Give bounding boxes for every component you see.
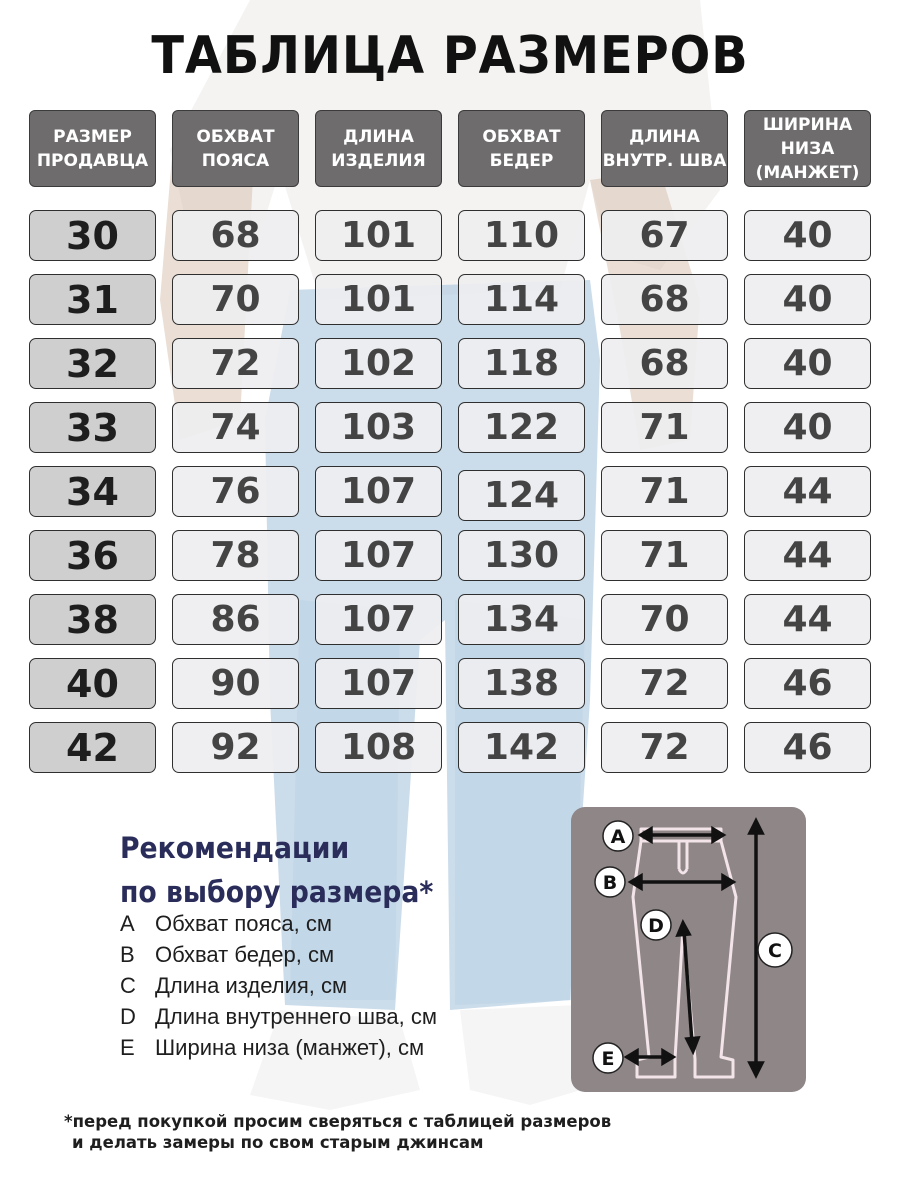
legend-item bbox=[120, 970, 437, 1001]
size-cell: 42 bbox=[29, 722, 156, 773]
legend-text: Длина изделия, см bbox=[155, 972, 348, 998]
legend-text: Обхват бедер, см bbox=[155, 941, 335, 967]
table-cell: 90 bbox=[172, 658, 299, 709]
table-cell: 86 bbox=[172, 594, 299, 645]
size-cell: 30 bbox=[29, 210, 156, 261]
table-cell: 40 bbox=[744, 338, 871, 389]
size-cell: 40 bbox=[29, 658, 156, 709]
table-cell: 124 bbox=[458, 470, 585, 521]
table-cell: 107 bbox=[315, 658, 442, 709]
table-cell: 71 bbox=[601, 466, 728, 517]
table-cell: 40 bbox=[744, 210, 871, 261]
column-header-inseam: ДЛИНА ВНУТР. ШВА bbox=[601, 110, 728, 187]
table-cell: 72 bbox=[601, 722, 728, 773]
table-cell: 107 bbox=[315, 466, 442, 517]
legend-key: D bbox=[120, 1003, 136, 1029]
table-cell: 72 bbox=[601, 658, 728, 709]
table-cell: 71 bbox=[601, 402, 728, 453]
size-cell: 32 bbox=[29, 338, 156, 389]
footnote-line-1: *перед покупкой просим сверяться с таблицей размеров bbox=[64, 1112, 612, 1131]
column-header-seller-size: РАЗМЕР ПРОДАВЦА bbox=[29, 110, 156, 187]
column-header-waist: ОБХВАТ ПОЯСА bbox=[172, 110, 299, 187]
table-cell: 118 bbox=[458, 338, 585, 389]
table-cell: 76 bbox=[172, 466, 299, 517]
trousers-measurement-diagram bbox=[571, 807, 806, 1092]
table-cell: 46 bbox=[744, 722, 871, 773]
diagram-label-c: C bbox=[768, 940, 782, 962]
size-cell: 33 bbox=[29, 402, 156, 453]
table-cell: 44 bbox=[744, 530, 871, 581]
legend-text: Ширина низа (манжет), см bbox=[155, 1034, 425, 1060]
table-cell: 122 bbox=[458, 402, 585, 453]
column-header-hips: ОБХВАТ БЕДЕР bbox=[458, 110, 585, 187]
table-cell: 71 bbox=[601, 530, 728, 581]
legend-key: E bbox=[120, 1034, 135, 1060]
recommendations-title-line-1: Рекомендации bbox=[120, 831, 350, 865]
table-cell: 68 bbox=[601, 274, 728, 325]
footnote-line-2: и делать замеры по свом старым джинсам bbox=[72, 1133, 484, 1152]
column-header-length: ДЛИНА ИЗДЕЛИЯ bbox=[315, 110, 442, 187]
diagram-label-b: B bbox=[602, 872, 618, 894]
table-cell: 134 bbox=[458, 594, 585, 645]
size-cell: 36 bbox=[29, 530, 156, 581]
diagram-label-d: D bbox=[648, 915, 664, 937]
table-cell: 44 bbox=[744, 466, 871, 517]
table-cell: 102 bbox=[315, 338, 442, 389]
recommendations-title-line-2: по выбору размера* bbox=[120, 875, 434, 909]
table-cell: 70 bbox=[601, 594, 728, 645]
table-cell: 101 bbox=[315, 210, 442, 261]
table-cell: 108 bbox=[315, 722, 442, 773]
legend-item bbox=[120, 908, 437, 939]
table-cell: 78 bbox=[172, 530, 299, 581]
table-cell: 68 bbox=[172, 210, 299, 261]
legend-text: Длина внутреннего шва, см bbox=[155, 1003, 438, 1029]
footnote bbox=[64, 1111, 611, 1153]
size-cell: 31 bbox=[29, 274, 156, 325]
table-cell: 92 bbox=[172, 722, 299, 773]
legend-text: Обхват пояса, см bbox=[155, 910, 333, 936]
legend-key: B bbox=[120, 941, 135, 967]
table-cell: 138 bbox=[458, 658, 585, 709]
table-cell: 44 bbox=[744, 594, 871, 645]
size-cell: 38 bbox=[29, 594, 156, 645]
legend-key: A bbox=[120, 910, 135, 936]
table-cell: 107 bbox=[315, 530, 442, 581]
recommendations-title bbox=[120, 826, 433, 914]
table-cell: 101 bbox=[315, 274, 442, 325]
table-cell: 40 bbox=[744, 274, 871, 325]
table-cell: 40 bbox=[744, 402, 871, 453]
diagram-label-e: E bbox=[601, 1048, 615, 1070]
table-cell: 70 bbox=[172, 274, 299, 325]
table-cell: 142 bbox=[458, 722, 585, 773]
table-cell: 68 bbox=[601, 338, 728, 389]
legend-item bbox=[120, 1001, 437, 1032]
diagram-label-a: A bbox=[610, 826, 626, 848]
table-cell: 130 bbox=[458, 530, 585, 581]
legend-key: C bbox=[120, 972, 136, 998]
size-cell: 34 bbox=[29, 466, 156, 517]
table-cell: 103 bbox=[315, 402, 442, 453]
table-cell: 72 bbox=[172, 338, 299, 389]
table-cell: 114 bbox=[458, 274, 585, 325]
table-cell: 107 bbox=[315, 594, 442, 645]
measurement-legend bbox=[120, 908, 437, 1063]
legend-item bbox=[120, 939, 437, 970]
table-cell: 67 bbox=[601, 210, 728, 261]
table-cell: 46 bbox=[744, 658, 871, 709]
legend-item bbox=[120, 1032, 437, 1063]
table-cell: 74 bbox=[172, 402, 299, 453]
page-title: ТАБЛИЦА РАЗМЕРОВ bbox=[151, 26, 749, 86]
table-cell: 110 bbox=[458, 210, 585, 261]
column-header-hem-width: ШИРИНА НИЗА (МАНЖЕТ) bbox=[744, 110, 871, 187]
